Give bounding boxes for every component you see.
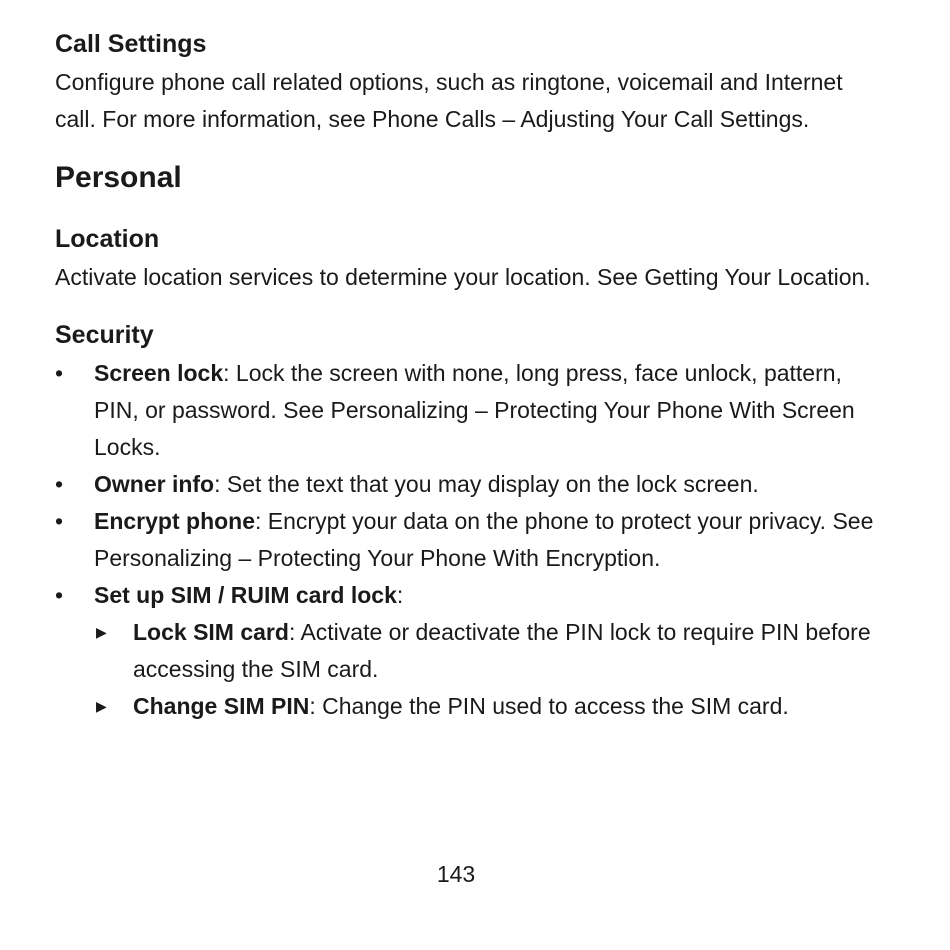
call-settings-description: Configure phone call related options, such as ringtone, voicemail and Internet call. For more information, see Phone Calls – Adjusting Your Call Settings.: [55, 69, 843, 132]
change-sim-pin-term: Change SIM PIN: [133, 693, 310, 719]
list-item-owner-info: [55, 466, 875, 503]
change-sim-pin-description: : Change the PIN used to access the SIM card.: [309, 693, 789, 719]
security-heading: Security: [55, 321, 154, 349]
lock-sim-card-term: Lock SIM card: [133, 619, 289, 645]
bullet-icon: •: [55, 471, 64, 497]
page-number: 143: [436, 861, 476, 887]
personal-section-heading: Personal: [55, 161, 182, 194]
triangle-arrow-icon: ▶: [96, 624, 107, 640]
list-item-screen-lock: [55, 355, 875, 466]
encrypt-phone-term: Encrypt phone: [94, 508, 256, 534]
location-description: Activate location services to determine your location. See Getting Your Location.: [55, 264, 871, 290]
list-item-sim-card-lock: [55, 577, 875, 725]
call-settings-heading: Call Settings: [55, 30, 207, 58]
screen-lock-description: : Lock the screen with none, long press, face unlock, pattern, PIN, or password. See Personalizing – Protecting Your Phone With Screen Locks.: [94, 360, 855, 460]
bullet-icon: •: [55, 360, 64, 386]
bullet-icon: •: [55, 582, 64, 608]
sim-card-lock-term: Set up SIM / RUIM card lock: [94, 582, 397, 608]
sim-card-lock-description: :: [396, 582, 404, 608]
location-heading: Location: [55, 225, 160, 253]
sim-lock-suboptions-list: [94, 614, 875, 725]
sublist-item-lock-sim-card: [94, 614, 875, 688]
owner-info-description: : Set the text that you may display on the lock screen.: [214, 471, 759, 497]
screen-lock-term: Screen lock: [94, 360, 224, 386]
lock-sim-card-description: : Activate or deactivate the PIN lock to require PIN before accessing the SIM card.: [133, 619, 871, 682]
owner-info-term: Owner info: [94, 471, 215, 497]
bullet-icon: •: [55, 508, 64, 534]
security-options-list: [55, 355, 875, 725]
sublist-item-change-sim-pin: [94, 688, 875, 725]
encrypt-phone-description: : Encrypt your data on the phone to protect your privacy. See Personalizing – Protecting Your Phone With Encryption.: [94, 508, 874, 571]
list-item-encrypt-phone: [55, 503, 875, 577]
triangle-arrow-icon: ▶: [96, 698, 107, 714]
manual-page-content: [55, 24, 875, 725]
